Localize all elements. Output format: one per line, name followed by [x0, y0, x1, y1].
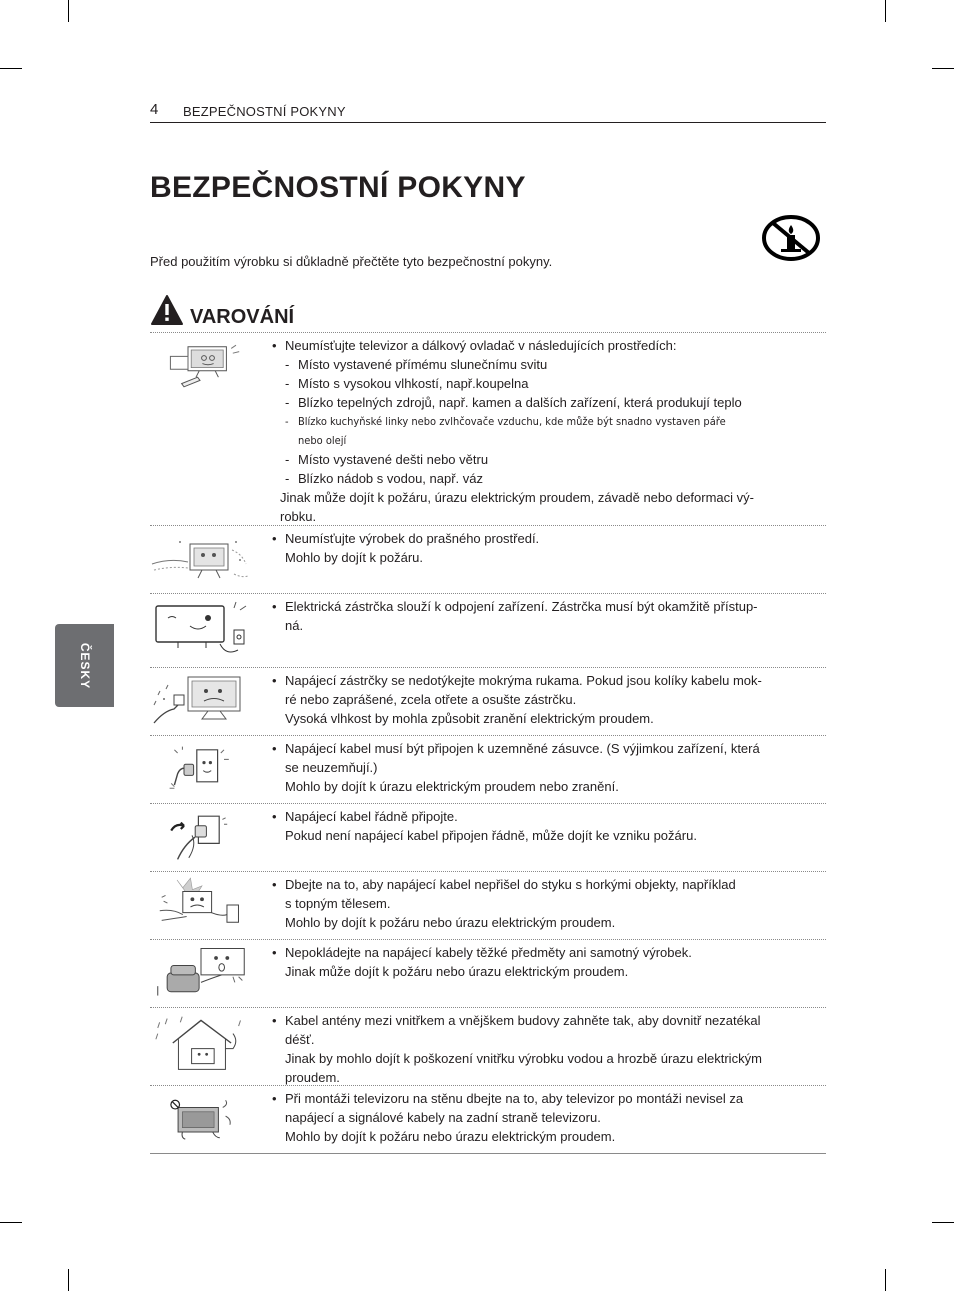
crop-mark — [885, 1269, 886, 1291]
cont-text: napájecí a signálové kabely na zadní straně televizoru. — [285, 1110, 601, 1125]
page-title: BEZPEČNOSTNÍ POKYNY — [150, 171, 526, 204]
list-item — [150, 872, 826, 940]
hot-object-cable-illustration — [154, 872, 250, 938]
crop-mark — [932, 1222, 954, 1223]
crop-mark — [0, 1222, 22, 1223]
item-text — [272, 875, 828, 932]
cont-text: Jinak může dojít k požáru, úrazu elektrickým proudem, závadě nebo deformaci vý- — [280, 490, 754, 505]
language-tab-label: ČESKY — [77, 642, 92, 689]
wall-mount-cable-illustration — [168, 1088, 240, 1150]
item-text — [272, 671, 828, 728]
bullet-text: • Kabel antény mezi vnitřkem a vnějškem budovy zahněte tak, aby dovnitř nezatékal — [272, 1011, 828, 1030]
dash-item: - Blízko tepelných zdrojů, např. kamen a dalších zařízení, která produkují teplo — [272, 393, 828, 412]
intro-text: Před použitím výrobku si důkladně přečtěte tyto bezpečnostní pokyny. — [150, 254, 553, 269]
dash-item-cont: nebo olejí — [298, 434, 347, 447]
antenna-rain-illustration — [154, 1010, 248, 1076]
cont-text: Mohlo by dojít k požáru. — [285, 550, 424, 565]
list-item — [150, 736, 826, 804]
dash-item: - Místo s vysokou vlhkostí, např.koupelna — [272, 374, 828, 393]
heavy-object-cable-illustration — [154, 942, 248, 1004]
dusty-tv-illustration — [150, 530, 250, 590]
page-number: 4 — [150, 101, 159, 118]
cont-text: Jinak by mohlo dojít k poškození vnitřku výrobku vodou a hrozbě úrazu elektrickým — [285, 1051, 762, 1066]
plug-in-firmly-illustration — [160, 806, 240, 868]
list-item — [150, 526, 826, 594]
crop-mark — [68, 1269, 69, 1291]
cont-text: Pokud není napájecí kabel připojen řádně, může dojít ke vzniku požáru. — [285, 828, 697, 843]
warning-list — [150, 333, 826, 1154]
item-text — [272, 943, 828, 981]
cont-text: s topným tělesem. — [285, 896, 391, 911]
cont-text: ré nebo zaprášené, zcela otřete a osušte zástrčku. — [285, 692, 577, 707]
bullet-text: • Napájecí kabel řádně připojte. — [272, 807, 828, 826]
cont-text: déšť. — [285, 1032, 315, 1047]
dash-item: - Blízko nádob s vodou, např. váz — [272, 469, 828, 488]
bullet-text: • Dbejte na to, aby napájecí kabel nepřišel do styku s horkými objekty, například — [272, 875, 828, 894]
bullet-text: • Napájecí kabel musí být připojen k uzemněné zásuvce. (S výjimkou zařízení, která — [272, 739, 828, 758]
cont-text: Jinak může dojít k požáru nebo úrazu elektrickým proudem. — [285, 964, 629, 979]
wet-hands-plug-illustration — [150, 670, 250, 732]
crop-mark — [932, 68, 954, 69]
no-candle-icon — [761, 213, 821, 263]
bullet-text: • Neumísťujte televizor a dálkový ovladač v následujících prostředích: — [272, 336, 828, 355]
warning-heading — [150, 294, 826, 333]
cont-text: Mohlo by dojít k úrazu elektrickým proudem nebo zranění. — [285, 779, 619, 794]
language-tab — [55, 624, 114, 707]
cont-text: robku. — [280, 509, 317, 524]
item-text — [272, 807, 828, 845]
grounded-socket-illustration — [160, 738, 240, 800]
list-item — [150, 940, 826, 1008]
list-item — [150, 668, 826, 736]
page-header — [150, 101, 826, 123]
cont-text: proudem. — [285, 1070, 340, 1085]
item-text — [272, 1011, 828, 1087]
bullet-text: • Při montáži televizoru na stěnu dbejte na to, aby televizor po montáži nevisel za — [272, 1089, 828, 1108]
list-item — [150, 1086, 826, 1154]
tv-remote-illustration — [164, 335, 244, 397]
item-text — [272, 1089, 828, 1146]
bullet-text: • Neumísťujte výrobek do prašného prostředí. — [272, 529, 828, 548]
crop-mark — [0, 68, 22, 69]
cont-text: se neuzemňují.) — [285, 760, 378, 775]
item-text — [272, 529, 828, 567]
crop-mark — [885, 0, 886, 22]
bullet-text: • Napájecí zástrčky se nedotýkejte mokrýma rukama. Pokud jsou kolíky kabelu mok- — [272, 671, 828, 690]
crop-mark — [68, 0, 69, 22]
item-text — [272, 336, 828, 526]
warning-triangle-icon — [150, 294, 184, 326]
cont-text: Mohlo by dojít k požáru nebo úrazu elektrickým proudem. — [285, 1129, 616, 1144]
warning-label: VAROVÁNÍ — [190, 306, 295, 328]
dash-item: - Místo vystavené dešti nebo větru — [272, 450, 828, 469]
item-text — [272, 597, 828, 635]
bullet-text: • Elektrická zástrčka slouží k odpojení zařízení. Zástrčka musí být okamžitě přístup- — [272, 597, 828, 616]
cont-text: ná. — [285, 618, 304, 633]
list-item — [150, 804, 826, 872]
list-item — [150, 333, 826, 526]
dash-item: - Blízko kuchyňské linky nebo zvlhčovače vzduchu, kde může být snadno vystaven páře — [272, 412, 828, 431]
item-text — [272, 739, 828, 796]
list-item — [150, 1008, 826, 1086]
dash-item: - Místo vystavené přímému slunečnímu svitu — [272, 355, 828, 374]
cont-text: Mohlo by dojít k požáru nebo úrazu elektrickým proudem. — [285, 915, 616, 930]
cont-text: Vysoká vlhkost by mohla způsobit zranění elektrickým proudem. — [285, 711, 654, 726]
bullet-text: • Nepokládejte na napájecí kabely těžké předměty ani samotný výrobek. — [272, 943, 828, 962]
tv-plug-illustration — [150, 598, 250, 662]
running-title: BEZPEČNOSTNÍ POKYNY — [183, 104, 346, 119]
list-item — [150, 594, 826, 668]
